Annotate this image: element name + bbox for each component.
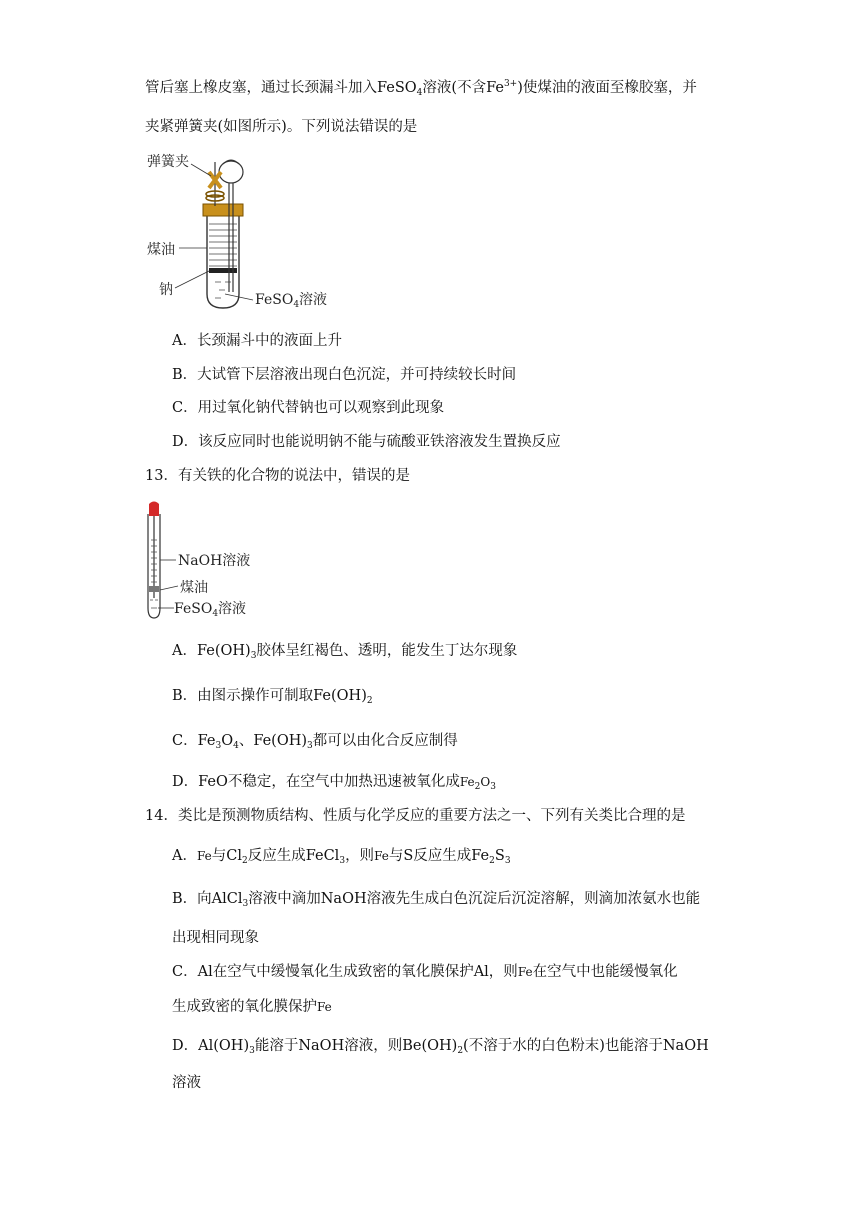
text: D． [172, 1038, 199, 1054]
superscript: 3+ [503, 79, 518, 89]
q12-apparatus-figure [145, 142, 345, 312]
subscript: 2 [474, 782, 481, 792]
subscript: 3 [215, 741, 222, 751]
q13-stem: 13．有关铁的化合物的说法中，错误的是 [145, 468, 410, 484]
label-naoh-solution: NaOH溶液 [178, 553, 251, 569]
q14-option-b-line2: 出现相同现象 [172, 930, 259, 946]
text: 溶液中滴加NaOH溶液先生成白色沉淀后沉淀溶解，则滴加浓氨水也能 [248, 891, 701, 907]
q14-option-c-line2 [172, 997, 332, 1017]
formula: Fe [486, 80, 504, 96]
text: ，则 [345, 848, 375, 864]
subscript: 4 [416, 88, 423, 98]
q14-option-b-line1[interactable] [172, 889, 700, 909]
label-kerosene: 煤油 [180, 580, 208, 596]
subscript: 3 [490, 782, 496, 792]
label-kerosene: 煤油 [147, 242, 175, 258]
q12-option-d[interactable]: D．该反应同时也能说明钠不能与硫酸亚铁溶液发生置换反应 [172, 434, 561, 450]
subscript: 2 [489, 856, 495, 866]
label-sodium: 钠 [159, 282, 173, 298]
q13-option-b[interactable] [172, 686, 373, 706]
text: 溶液(不含 [422, 80, 487, 96]
formula: Fe [471, 848, 490, 864]
q12-option-a[interactable]: A．长颈漏斗中的液面上升 [172, 333, 342, 349]
q13-apparatus-figure [140, 500, 270, 625]
formula: Be(OH) [402, 1038, 458, 1054]
formula: Fe [317, 1000, 332, 1014]
formula: Fe(OH) [313, 688, 367, 704]
q14-option-d-line1[interactable] [172, 1036, 709, 1056]
funnel-bulb [219, 161, 243, 183]
formula: Fe [197, 733, 216, 749]
test-tube [207, 214, 239, 308]
text: C．Al在空气中缓慢氧化生成致密的氧化膜保护Al，则 [172, 964, 518, 980]
text: C． [172, 733, 198, 749]
text: 能溶于NaOH溶液，则 [254, 1038, 403, 1054]
formula: S [403, 848, 414, 864]
subscript: 3 [250, 651, 257, 661]
q12-option-c[interactable]: C．用过氧化钠代替钠也可以观察到此现象 [172, 400, 445, 416]
subscript: 4 [233, 741, 239, 751]
text: )使煤油的液面至橡胶塞，并 [517, 80, 697, 96]
formula: AlCl [211, 891, 243, 907]
text: 与 [388, 848, 404, 864]
q12-stem-line1 [145, 78, 697, 98]
formula: Fe [459, 775, 475, 789]
text: 反应生成 [413, 848, 472, 864]
text: 生成致密的氧化膜保护 [172, 999, 317, 1015]
rubber-stopper [203, 204, 243, 216]
text: 胶体呈红褐色、透明，能发生丁达尔现象 [256, 643, 518, 659]
text: 都可以由化合反应制得 [312, 733, 458, 749]
label-feso4-solution: FeSO$_4$溶液 [255, 292, 328, 310]
formula: O [480, 775, 491, 789]
subscript: 3 [242, 899, 249, 909]
subscript: 2 [366, 696, 373, 706]
text: D．FeO不稳定，在空气中加热迅速被氧化成 [172, 774, 460, 790]
subscript: 3 [249, 1046, 255, 1056]
formula: Fe [374, 849, 389, 863]
text: 在空气中也能缓慢氧化 [532, 964, 678, 980]
formula: Cl [226, 848, 242, 864]
text: B．由图示操作可制取 [172, 688, 314, 704]
text: 反应生成 [247, 848, 306, 864]
text: (不溶于水的白色粉末)也能溶于NaOH [463, 1038, 709, 1054]
formula: Fe [196, 849, 212, 863]
text: A． [172, 643, 197, 659]
formula: FeCl [305, 848, 340, 864]
formula: Fe(OH) [196, 643, 251, 659]
subscript: 3 [504, 856, 511, 866]
subscript: 3 [307, 741, 313, 751]
text: A． [172, 848, 197, 864]
q14-option-d-line2: 溶液 [172, 1075, 201, 1091]
label-feso4-solution: FeSO$_4$溶液 [174, 601, 247, 619]
formula: Fe [517, 965, 533, 979]
kerosene-layer [149, 586, 159, 592]
q14-option-a[interactable] [172, 846, 511, 866]
q13-option-d[interactable] [172, 772, 496, 792]
q14-option-c-line1[interactable] [172, 962, 678, 982]
q12-option-b[interactable]: B．大试管下层溶液出现白色沉淀，并可持续较长时间 [172, 367, 517, 383]
q13-option-c[interactable] [172, 731, 458, 751]
subscript: 3 [339, 856, 346, 866]
q13-option-a[interactable] [172, 641, 517, 661]
formula: S [494, 848, 505, 864]
q12-stem-line2: 夹紧弹簧夹(如图所示)。下列说法错误的是 [145, 119, 418, 135]
formula: FeSO [377, 80, 417, 96]
dropper-bulb [149, 502, 159, 517]
text: B．向 [172, 891, 212, 907]
feso4-layer [150, 600, 158, 608]
formula: Al(OH) [198, 1038, 250, 1054]
text: 管后塞上橡皮塞，通过长颈漏斗加入 [145, 80, 377, 96]
label-spring-clip: 弹簧夹 [147, 154, 189, 170]
subscript: 2 [457, 1046, 464, 1056]
subscript: 2 [242, 856, 248, 866]
q14-stem: 14．类比是预测物质结构、性质与化学反应的重要方法之一、下列有关类比合理的是 [145, 808, 686, 824]
formula: Fe(OH) [253, 733, 308, 749]
formula: O [221, 733, 234, 749]
text: 与 [211, 848, 227, 864]
text: 、 [238, 733, 254, 749]
